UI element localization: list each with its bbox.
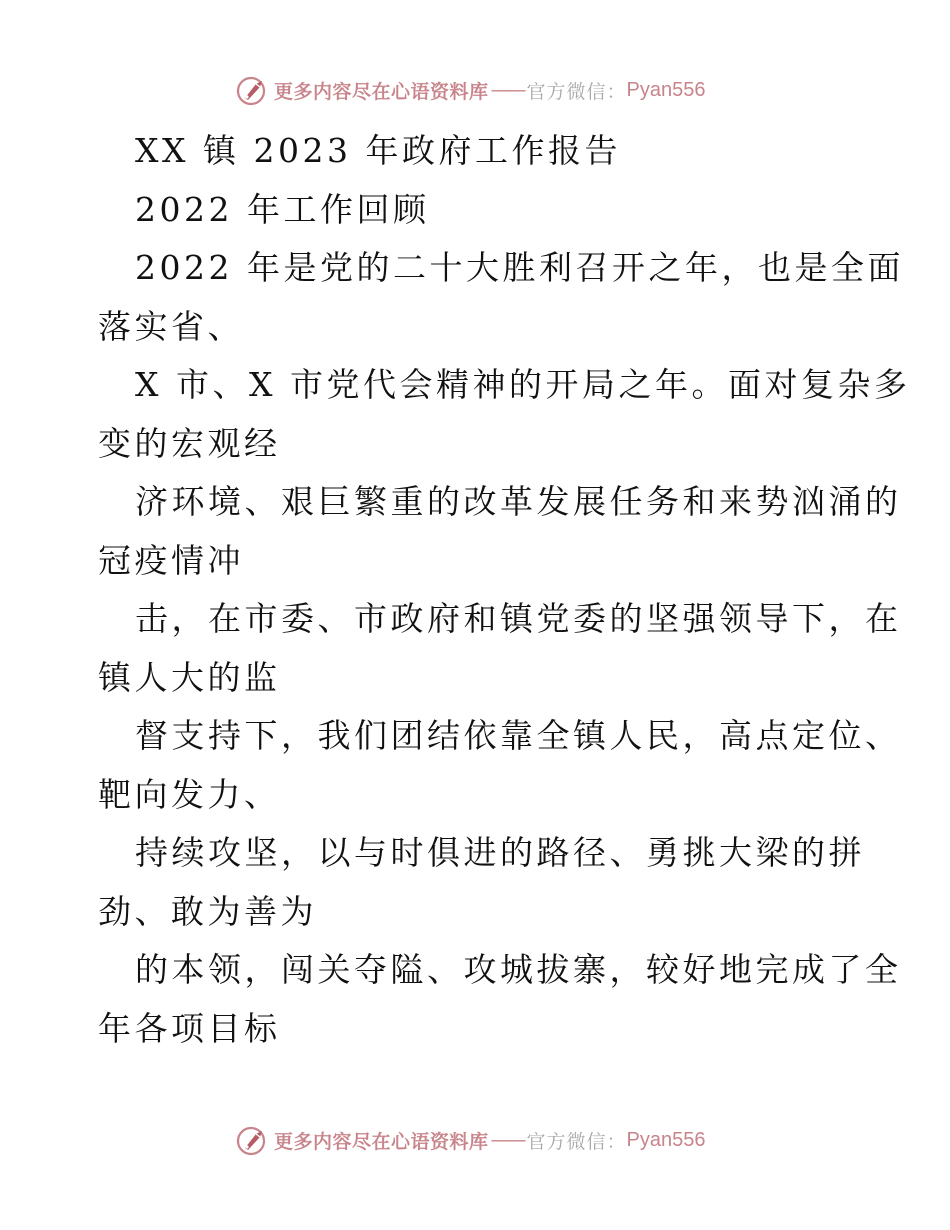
paragraph-line: 镇人大的监 [98, 657, 281, 697]
header-watermark [236, 73, 706, 107]
watermark-dash: —— [490, 1129, 525, 1151]
paragraph-line: 落实省、 [98, 306, 244, 346]
pen-nib-logo-icon [236, 1123, 270, 1157]
watermark-wechat-label: 官方微信： [526, 1130, 627, 1153]
paragraph-line: 济环境、艰巨繁重的改革发展任务和来势汹涌的 [135, 482, 902, 521]
watermark-wechat-id: Pyan556 [626, 78, 706, 101]
pen-nib-logo-icon [236, 73, 270, 107]
paragraph-line: 2022 年是党的二十大胜利召开之年，也是全面 [135, 248, 904, 287]
watermark-title: 更多内容尽在心语资料库 [274, 1130, 489, 1153]
watermark-title: 更多内容尽在心语资料库 [274, 80, 489, 103]
watermark-wechat-label: 官方微信： [526, 80, 627, 103]
document-title: XX 镇 2023 年政府工作报告 [135, 131, 621, 170]
watermark-dash: —— [490, 79, 525, 101]
paragraph-line: X 市、X 市党代会精神的开局之年。面对复杂多 [135, 365, 911, 404]
paragraph-line: 劲、敢为善为 [98, 891, 317, 931]
paragraph-line: 的本领，闯关夺隘、攻城拔寨，较好地完成了全 [135, 950, 902, 989]
paragraph-line: 变的宏观经 [98, 423, 281, 463]
document-body [98, 122, 911, 1058]
watermark-wechat-id: Pyan556 [626, 1128, 706, 1151]
paragraph-line: 督支持下，我们团结依靠全镇人民，高点定位、 [135, 716, 902, 755]
paragraph-line: 持续攻坚，以与时俱进的路径、勇挑大梁的拼 [135, 833, 865, 872]
paragraph-line: 击，在市委、市政府和镇党委的坚强领导下，在 [135, 599, 902, 638]
paragraph-line: 年各项目标 [98, 1008, 281, 1048]
footer-watermark [236, 1123, 706, 1157]
paragraph-line: 靶向发力、 [98, 774, 281, 814]
paragraph-line: 冠疫情冲 [98, 540, 244, 580]
section-heading: 2022 年工作回顾 [135, 189, 430, 229]
